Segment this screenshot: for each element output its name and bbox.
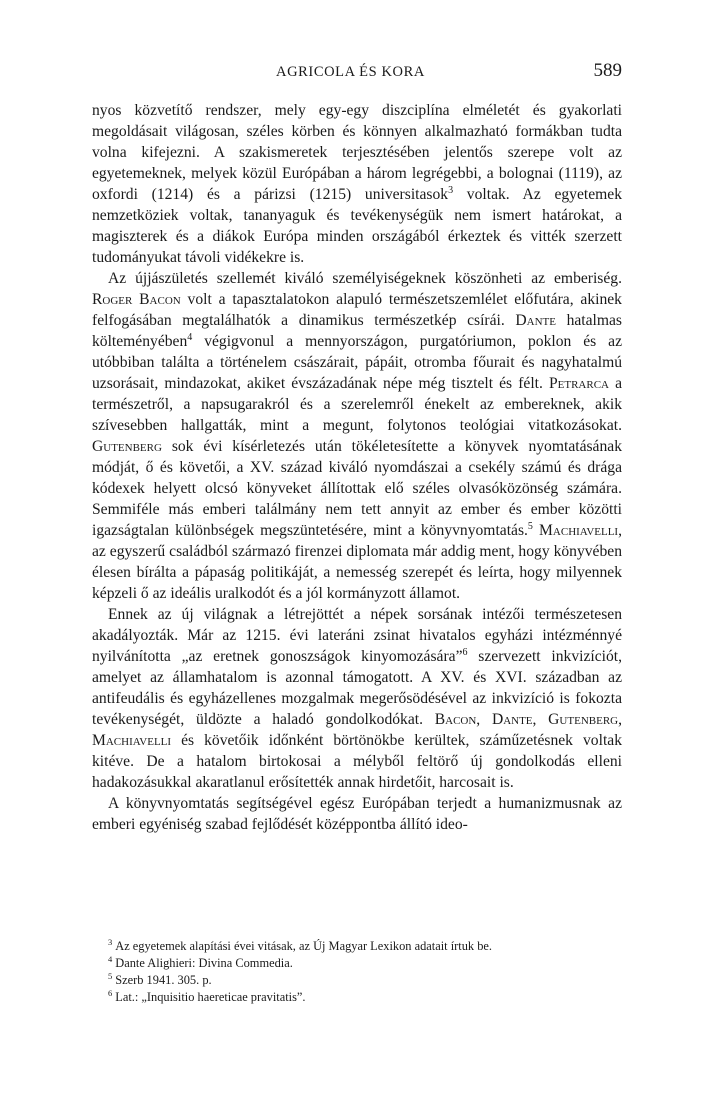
footnote-mark: 6 [108,987,113,998]
text-run: , [618,711,623,728]
text-run: a természetről, a napsugarakról és a szerelemről énekelt az embereknek, akik szívesebben hallgatták, mint a megunt, folytonos teológiai vitatkozásokat. [92,375,623,434]
text-run: és követőik időnként börtönökbe kerültek, száműzetésnek voltak kitéve. De a hatalom birtokosai a mélyből feltörő új gondolkodás elleni hadakozásukkal akaratlanul erősítették annak hirdetőit, harcosait is. [92,732,622,791]
footnote-text: Az egyetemek alapítási évei vitásak, az Új Magyar Lexikon adatait írtuk be. [115,939,492,953]
person-name: Machiavelli [539,522,619,539]
text-run: , az egyszerű családból származó firenzei diplomata már addig ment, hogy könyvében élesen bírálta a pápaság politikáját, a nemesség szerepét és leírta, hogy milyennek képzeli ő az ideális uralkodót és a jól kormányzott államot. [92,522,622,602]
person-name: Gutenberg [92,438,162,455]
text-run: voltak. Az egyetemek nemzetköziek voltak, tananyaguk és tevékenységük nem ismert határokat, a magiszterek és a diákok Európa minden országából érkeztek és vitték szerzett tudományukat távoli vidékekre is. [92,186,623,266]
text-run: , [476,711,492,728]
footnote-reference: 4 [187,331,193,343]
text-run: A könyvnyomtatás segítségével egész Európában terjedt a humanizmusnak az emberi egyéniség szabad fejlődését középpontba állító ideo- [92,795,622,833]
body-text [92,100,622,835]
paragraph [92,268,622,604]
paragraph [92,100,622,268]
running-title: AGRICOLA ÉS KORA [276,64,425,80]
footnote [108,938,618,955]
page-number: 589 [593,60,622,81]
text-run: végigvonul a mennyországon, purgatóriumon, poklon és az utóbbiban találta a történelem császárait, pápáit, otromba főurait és nagyhatalmú uzsorásait, mindazokat, akiket évszázadának népe még tisztelt és félt. [92,333,622,392]
footnote-reference: 6 [462,646,468,658]
person-name: Machiavelli [92,732,172,749]
footnote [108,972,618,989]
person-name: Gutenberg [548,711,619,728]
text-run: Ennek az új világnak a létrejöttét a népek sorsának intézői természetesen akadályozták. Már az 1215. évi lateráni zsinat hivatalos egyházi intézménnyé nyilvánította „az eretnek gonoszságok kinyomozására” [92,606,622,665]
footnote [108,989,618,1006]
footnote-text: Szerb 1941. 305. p. [115,973,212,987]
footnote-text: Lat.: „Inquisitio haereticae pravitatis”. [115,990,306,1004]
footnote-reference: 5 [527,520,533,532]
person-name: Dante [515,312,556,329]
person-name: Petrarca [548,375,609,392]
footnotes [108,938,618,1006]
footnote-text: Dante Alighieri: Divina Commedia. [115,956,293,970]
person-name: Roger Bacon [92,291,181,308]
footnote-mark: 3 [108,936,113,947]
text-run: szervezett inkvizíciót, amelyet az államhatalom is azonnal támogatott. A XV. és XVI. században az antifeudális és egyházellenes mozgalmak megerősödésével az inkvizíció is fokozta tevékenységét, üldözte a haladó gondolkodókat. [92,648,622,728]
text-run: Az újjászületés szellemét kiváló személyiségeknek köszönheti az emberiség. [108,270,622,287]
text-run: hatalmas költeményében [92,312,623,350]
footnote-mark: 5 [108,970,113,981]
footnote-mark: 4 [108,953,113,964]
footnote [108,955,618,972]
text-run: sok évi kísérletezés után tökéletesítette a könyvek nyomtatásának módját, ő és követői, a XV. század kiváló nyomdászai a csekély számú és drága kódexek helyett olcsó könyveket állítottak elő széles olvasóközönség számára. Semmiféle más emberi találmány nem tett annyit az ember és ember közötti igazságtalan különbségek megszüntetésére, mint a könyvnyomtatás. [92,438,622,539]
paragraph [92,604,622,793]
text-run: , [532,711,549,728]
paragraph [92,793,622,835]
text-run: volt a tapasztalatokon alapuló természetszemlélet előfutára, akinek felfogásában megtalálhatók a dinamikus természetkép csírái. [92,291,622,329]
person-name: Bacon [434,711,477,728]
running-header [92,60,622,86]
text-run: nyos közvetítő rendszer, mely egy-egy diszciplína elméletét és gyakorlati megoldásait világosan, széles körben és könnyen alkalmazható formákban tudta volna kifejezni. A szakismeretek terjesztésében jelentős szerepe volt az egyetemeknek, melyek közül Európában a három legrégebbi, a bolognai (1119), az oxfordi (1214) és a párizsi (1215) universitasok [92,102,622,203]
person-name: Dante [491,711,533,728]
footnote-reference: 3 [448,184,454,196]
